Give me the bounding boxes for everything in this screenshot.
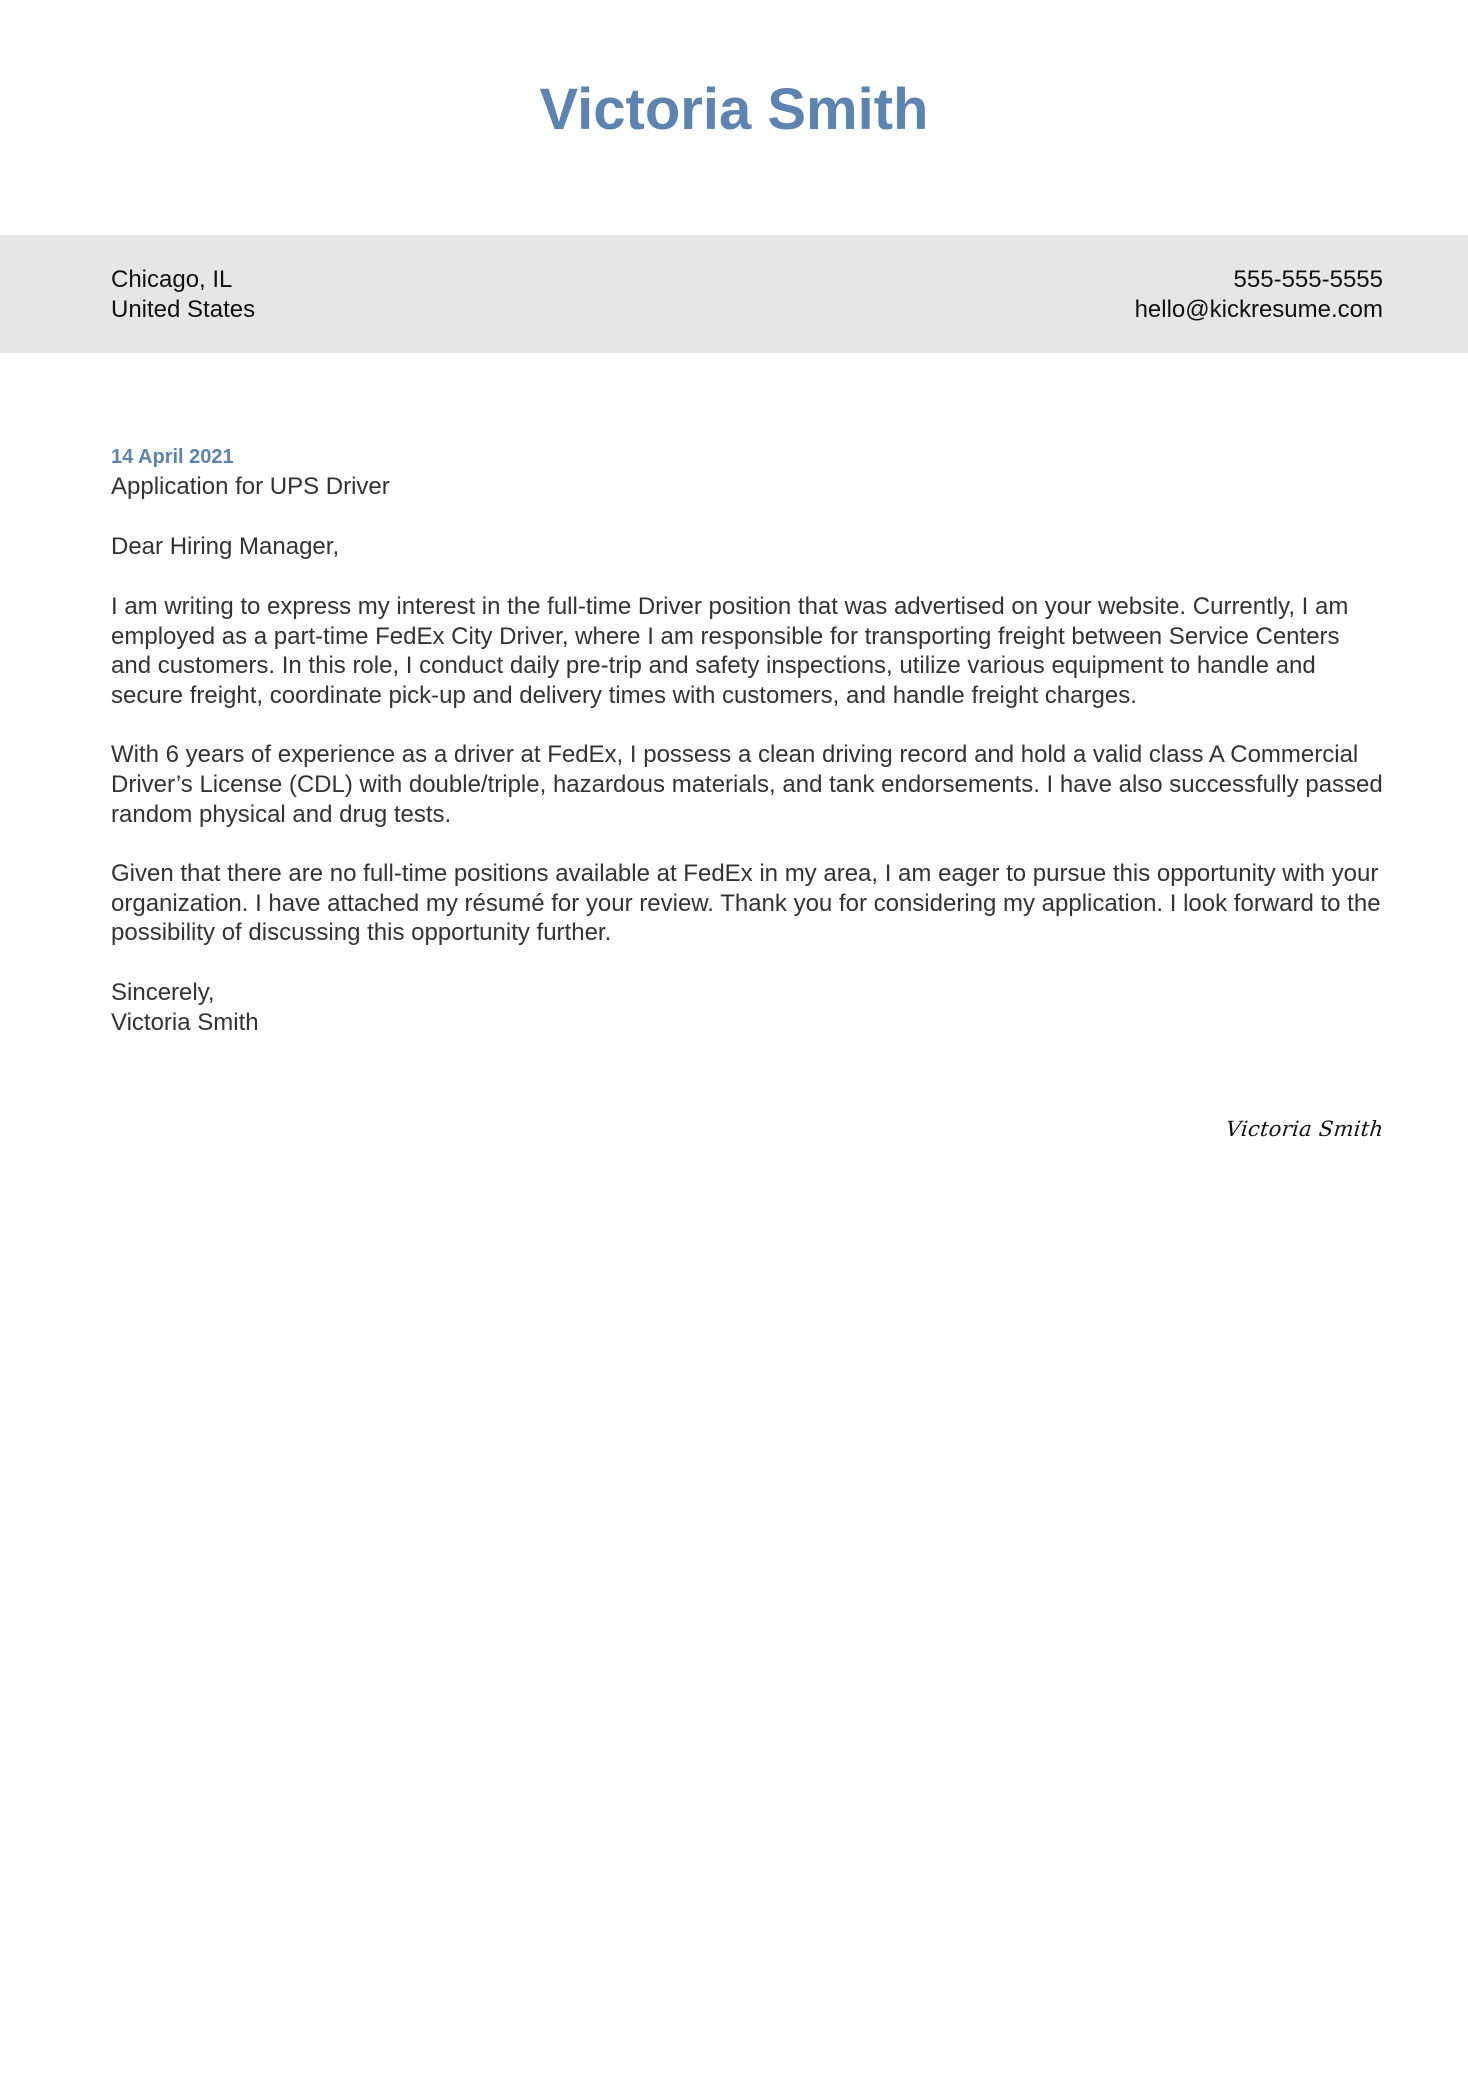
address-block [111, 265, 255, 325]
address-city: Chicago, IL [111, 266, 233, 293]
phone-number: 555-555-5555 [1233, 266, 1383, 293]
contact-details [1135, 265, 1383, 325]
letter-subject: Application for UPS Driver [111, 473, 390, 500]
letter-body [111, 442, 1383, 1038]
letter-paragraph-1: I am writing to express my interest in the full-time Driver position that was advertised on your website. Currently, I am employed as a part-time FedEx City Driver, where I am responsible for transporting freight between Service Centers and customers. In this role, I conduct daily pre-trip and safety inspections, utilize various equipment to handle and secure freight, coordinate pick-up and delivery times with customers, and handle freight charges. [111, 593, 1349, 709]
letter-date: 14 April 2021 [111, 446, 234, 468]
email-address: hello@kickresume.com [1134, 296, 1383, 323]
closing-phrase: Sincerely, [111, 978, 215, 1006]
letter-paragraph-2: With 6 years of experience as a driver at FedEx, I possess a clean driving record and hold a valid class A Commercial Driver’s License (CDL) with double/triple, hazardous materials, and tank endorsements. I have also successfully passed random physical and drug tests. [111, 741, 1383, 828]
closing-name: Victoria Smith [111, 1008, 259, 1036]
contact-band [0, 235, 1468, 353]
letter-salutation: Dear Hiring Manager, [111, 533, 340, 560]
letter-closing [111, 978, 1383, 1038]
applicant-name: Victoria Smith [539, 77, 929, 142]
handwritten-signature: Victoria Smith [1224, 1117, 1385, 1141]
address-country: United States [111, 296, 256, 323]
letter-paragraph-3: Given that there are no full-time positions available at FedEx in my area, I am eager to pursue this opportunity with your organization. I have attached my résumé for your review. Thank you for considering my application. I look forward to the possibility of discussing this opportunity further. [111, 860, 1381, 947]
